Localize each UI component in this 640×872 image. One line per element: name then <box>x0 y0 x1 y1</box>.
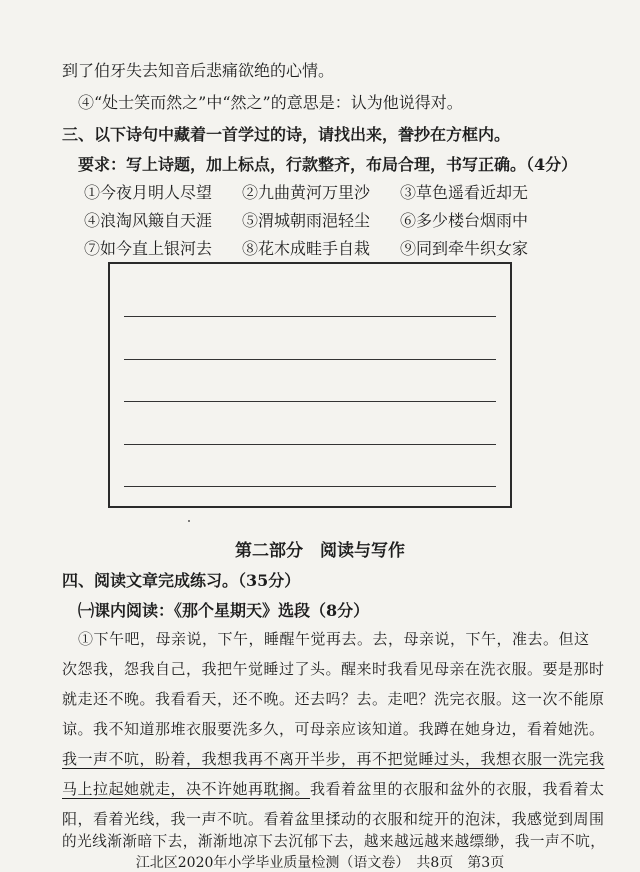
passage-line-7: 阳，看着光线，我一声不吭。看着盆里揉动的衣服和绽开的泡沫，我感觉到周围 <box>62 810 605 828</box>
passage-line-2: 次怨我，怨我自己，我把午觉睡过了头。醒来时我看见母亲在洗衣服。要是那时 <box>62 660 605 678</box>
passage-line-6-rest: 我看着盆里的衣服和盆外的衣服，我看着太 <box>310 780 605 798</box>
poem-option-4: ④浪淘风簸自天涯 <box>84 211 213 230</box>
item-4: ④“处士笑而然之”中“然之”的意思是：认为他说得对。 <box>78 93 463 112</box>
writing-line-5 <box>124 486 496 487</box>
passage-line-5-underlined: 我一声不吭，盼着，我想我再不离开半步，再不把觉睡过头，我想衣服一洗完我 <box>62 750 605 768</box>
passage-line-1: ①下午吧，母亲说，下午，睡醒午觉再去。去，母亲说，下午，准去。但这 <box>78 630 590 648</box>
passage-line-6 <box>62 778 605 799</box>
question-3-requirement: 要求：写上诗题，加上标点，行款整齐，布局合理，书写正确。（4分） <box>78 155 578 174</box>
passage-line-3: 就走还不晚。我看看天，还不晚。还去吗？去。走吧？洗完衣服。这一次不能原 <box>62 690 605 708</box>
page-footer: 江北区2020年小学毕业质量检测（语文卷） 共8页 第3页 <box>135 855 505 871</box>
poem-option-5: ⑤渭城朝雨浥轻尘 <box>242 211 371 230</box>
intro-line: 到了伯牙失去知音后悲痛欲绝的心情。 <box>62 61 335 80</box>
poem-option-2: ②九曲黄河万里沙 <box>242 183 371 202</box>
poem-option-9: ⑨同到牵牛织女家 <box>400 239 529 258</box>
writing-line-4 <box>124 444 496 445</box>
question-4-title: 四、阅读文章完成练习。（35分） <box>62 571 301 590</box>
scan-speck <box>188 520 190 522</box>
part-2-title: 第二部分 阅读与写作 <box>235 541 405 561</box>
passage-line-6-underlined: 马上拉起她就走，决不许她再耽搁。 <box>62 780 311 798</box>
question-4-subsection-1: ㈠课内阅读：《那个星期天》选段（8分） <box>78 601 370 620</box>
writing-line-1 <box>124 316 496 317</box>
poem-option-3: ③草色遥看近却无 <box>400 183 529 202</box>
passage-line-8: 的光线渐渐暗下去，渐渐地凉下去沉郁下去，越来越远越来越缥缈，我一声不吭， <box>62 833 606 850</box>
poem-option-1: ①今夜月明人尽望 <box>84 183 213 202</box>
writing-line-3 <box>124 401 496 402</box>
poem-option-7: ⑦如今直上银河去 <box>84 239 213 258</box>
poem-option-6: ⑥多少楼台烟雨中 <box>400 211 529 230</box>
question-3-title: 三、以下诗句中藏着一首学过的诗，请找出来，誊抄在方框内。 <box>62 125 511 144</box>
poem-option-8: ⑧花木成畦手自栽 <box>242 239 371 258</box>
writing-line-2 <box>124 359 496 360</box>
passage-line-4: 谅。我不知道那堆衣服要洗多久，可母亲应该知道。我蹲在她身边，看着她洗。 <box>62 720 605 738</box>
answer-box[interactable] <box>108 262 512 508</box>
